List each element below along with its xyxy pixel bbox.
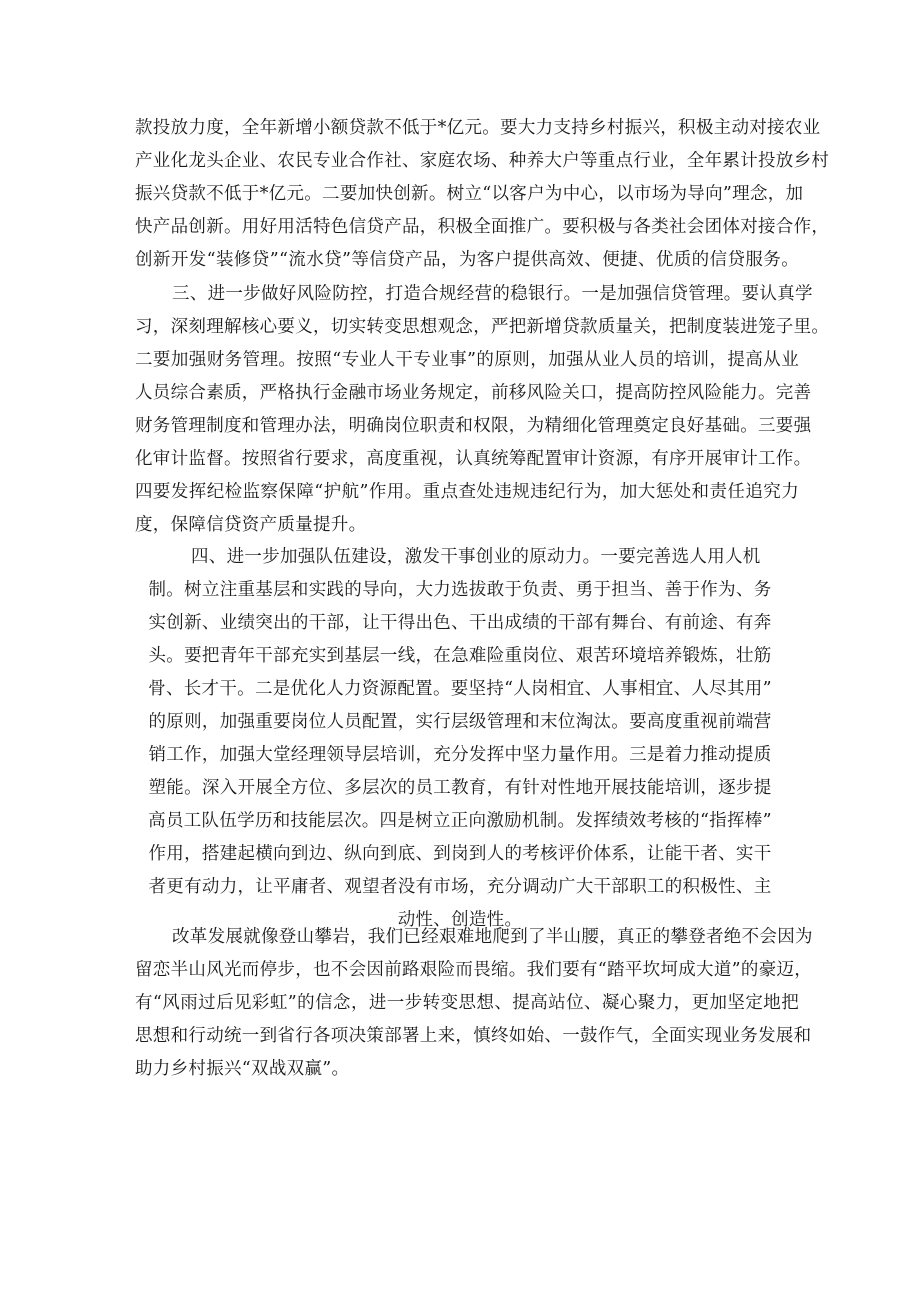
text-line: 款投放力度，全年新增小额贷款不低于*亿元。要大力支持乡村振兴，积极主动对接农业 (135, 118, 821, 138)
text-line: 振兴贷款不低于*亿元。二要加快创新。树立“以客户为中心，以市场为导向”理念，加 (135, 184, 804, 204)
text-line: 财务管理制度和管理办法，明确岗位职责和权限，为精细化管理奠定良好基础。三要强 (135, 416, 812, 436)
text-line: 快产品创新。用好用活特色信贷产品，积极全面推广。要积极与各类社会团体对接合作， (135, 217, 830, 237)
paragraph-3-team-building (145, 541, 775, 937)
paragraph-2-risk-control (135, 278, 830, 542)
text-line: 有“风雨过后见彩虹”的信念，进一步转变思想、提高站位、凝心聚力，更加坚定地把 (135, 993, 799, 1013)
text-line: 产业化龙头企业、农民专业合作社、家庭农场、种养大户等重点行业，全年累计投放乡村 (135, 151, 830, 171)
paragraph-4-conclusion (135, 921, 813, 1086)
text-line: 四要发挥纪检监察保障“护航”作用。重点查处违规违纪行为，加大惩处和责任追究力 (135, 482, 799, 502)
text-line: 改革发展就像登山攀岩，我们已经艰难地爬到了半山腰，真正的攀登者绝不会因为 (172, 927, 813, 947)
text-line: 制。树立注重基层和实践的导向，大力选拔敢于负责、勇于担当、善于作为、务 (148, 580, 772, 600)
text-line: 的原则，加强重要岗位人员配置，实行层级管理和末位淘汰。要高度重视前端营 (148, 712, 772, 732)
text-line: 人员综合素质，严格执行金融市场业务规定，前移风险关口，提高防控风险能力。完善 (135, 383, 812, 403)
text-line: 塑能。深入开展全方位、多层次的员工教育，有针对性地开展技能培训，逐步提 (148, 778, 772, 798)
paragraph-1 (135, 112, 830, 277)
text-line: 骨、长才干。二是优化人力资源配置。要坚持“人岗相宜、人事相宜、人尽其用” (148, 679, 772, 699)
text-line: 头。要把青年干部充实到基层一线，在急难险重岗位、艰苦环境培养锻炼，壮筋 (148, 646, 772, 666)
text-line: 化审计监督。按照省行要求，高度重视，认真统筹配置审计资源，有序开展审计工作。 (135, 449, 812, 469)
text-line: 四、进一步加强队伍建设，激发干事创业的原动力。一要完善选人用人机 (191, 547, 761, 567)
text-line: 实创新、业绩突出的干部，让干得出色、干出成绩的干部有舞台、有前途、有奔 (148, 613, 772, 633)
text-line: 二要加强财务管理。按照“专业人干专业事”的原则，加强从业人员的培训，提高从业 (135, 350, 799, 370)
text-line: 创新开发“装修贷”“流水贷”等信贷产品，为客户提供高效、便捷、优质的信贷服务。 (135, 250, 799, 270)
text-line: 留恋半山风光而停步，也不会因前路艰险而畏缩。我们要有“踏平坎坷成大道”的豪迈， (135, 960, 813, 980)
text-line: 三、进一步做好风险防控，打造合规经营的稳银行。一是加强信贷管理。要认真学 (172, 284, 813, 304)
text-line: 习，深刻理解核心要义，切实转变思想观念，严把新增贷款质量关，把制度装进笼子里。 (135, 317, 830, 337)
text-line: 作用，搭建起横向到边、纵向到底、到岗到人的考核评价体系，让能干者、实干 (148, 844, 772, 864)
text-line: 助力乡村振兴“双战双赢”。 (135, 1059, 350, 1079)
text-line: 度，保障信贷资产质量提升。 (135, 515, 367, 535)
text-line: 动性、创造性。 (397, 910, 523, 930)
text-line: 者更有动力，让平庸者、观望者没有市场，充分调动广大干部职工的积极性、主 (148, 877, 772, 897)
text-line: 销工作，加强大堂经理领导层培训，充分发挥中坚力量作用。三是着力推动提质 (148, 745, 772, 765)
text-line: 高员工队伍学历和技能层次。四是树立正向激励机制。发挥绩效考核的“指挥棒” (148, 811, 772, 831)
text-line: 思想和行动统一到省行各项决策部署上来，慎终如始、一鼓作气，全面实现业务发展和 (135, 1026, 812, 1046)
